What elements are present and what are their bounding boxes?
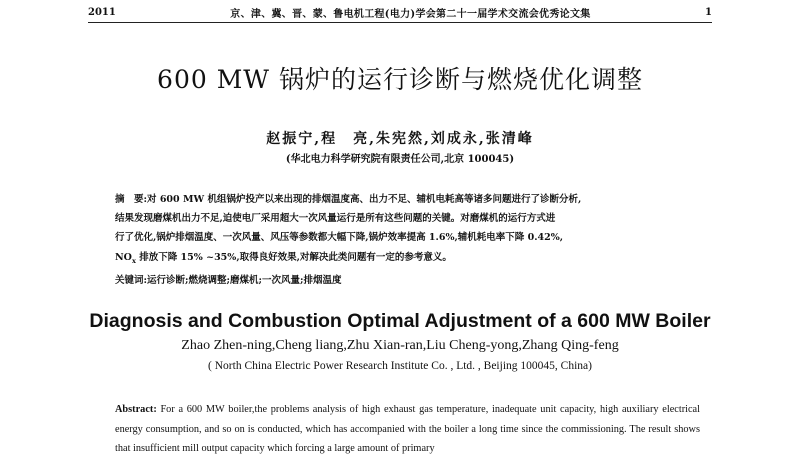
- abstract-en: [115, 400, 700, 459]
- abstract-cn-line: 结果发现磨煤机出力不足,迫使电厂采用超大一次风量运行是所有这些问题的关键。对磨煤机的运行方式进: [115, 213, 556, 225]
- running-header: [88, 2, 712, 23]
- keywords-cn-text: 运行诊断;燃烧调整;磨煤机;一次风量;排烟温度: [147, 274, 342, 286]
- authors-cn: 赵振宁,程 亮,朱宪然,刘成永,张清峰: [266, 131, 534, 147]
- abstract-en-label: Abstract:: [115, 404, 157, 415]
- authors-en: Zhao Zhen-ning,Cheng liang,Zhu Xian-ran,Liu Cheng-yong,Zhang Qing-feng: [181, 338, 619, 353]
- abstract-cn-line: 摘 要:对 600 MW 机组锅炉投产以来出现的排烟温度高、出力不足、辅机电耗高等诸多问题进行了诊断分析,: [115, 194, 582, 205]
- header-page-number: 1: [705, 6, 712, 18]
- header-proceedings-title: 京、津、冀、晋、蒙、鲁电机工程(电力)学会第二十一届学术交流会优秀论文集: [230, 8, 591, 20]
- affiliation-cn: (华北电力科学研究院有限责任公司,北京 100045): [285, 154, 515, 165]
- keywords-cn: [115, 271, 695, 290]
- abstract-cn: [115, 190, 695, 290]
- abstract-en-text: For a 600 MW boiler,the problems analysis of high exhaust gas temperature, inadequate unit capacity, high auxiliary electrical energy consumption, and so on is conducted, which has accompanied with the boiler a long time since the commissioning. The result shows that insufficient mill output capacity which forcing a large amount of primary: [115, 404, 700, 455]
- paper-title-cn: 600 MW 锅炉的运行诊断与燃烧优化调整: [157, 65, 643, 94]
- abstract-cn-line: 行了优化,锅炉排烟温度、一次风量、风压等参数都大幅下降,锅炉效率提高 1.6%,辅机耗电率下降 0.42%,: [115, 232, 564, 244]
- abstract-cn-label: 摘 要:: [115, 194, 148, 205]
- affiliation-en: ( North China Electric Power Research Institute Co. , Ltd. , Beijing 100045, China): [208, 360, 592, 372]
- header-year: 2011: [88, 6, 116, 18]
- keywords-cn-label: 关键词:: [115, 274, 148, 286]
- abstract-cn-line: $NO_x$ 排放下降 15% ~35%,取得良好效果,对解决此类问题有一定的参考意义。: [115, 251, 452, 265]
- paper-title-en: Diagnosis and Combustion Optimal Adjustment of a 600 MW Boiler: [89, 310, 711, 332]
